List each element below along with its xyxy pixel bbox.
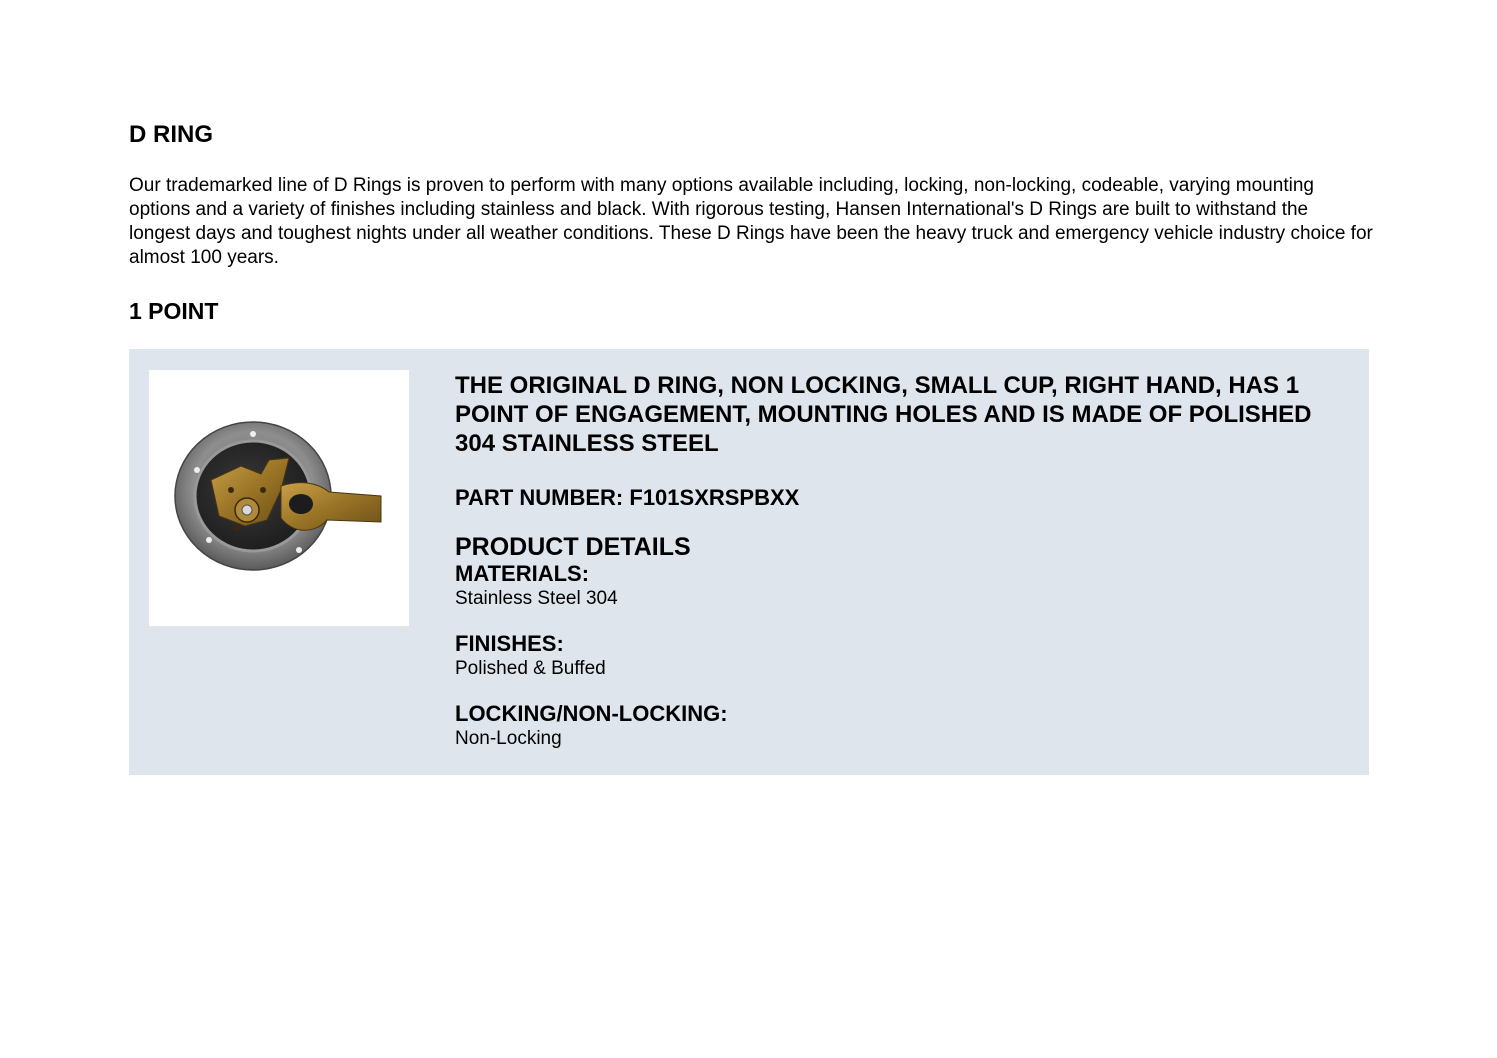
product-title: THE ORIGINAL D RING, NON LOCKING, SMALL CUP, RIGHT HAND, HAS 1 POINT OF ENGAGEMENT, MOUNTING HOLES AND IS MADE OF POLISHED 304 STAINLESS STEEL bbox=[455, 372, 1312, 457]
product-image bbox=[149, 370, 409, 626]
spec-label: LOCKING/NON-LOCKING: bbox=[455, 701, 728, 726]
spec-finishes bbox=[455, 631, 1335, 681]
spec-locking bbox=[455, 701, 1335, 751]
spec-label: FINISHES: bbox=[455, 631, 564, 656]
product-details-heading: PRODUCT DETAILS bbox=[455, 533, 691, 561]
spec-value: Stainless Steel 304 bbox=[455, 588, 618, 609]
section-title: 1 POINT bbox=[129, 298, 219, 324]
spec-label: MATERIALS: bbox=[455, 561, 590, 586]
spec-value: Polished & Buffed bbox=[455, 658, 606, 679]
spec-value: Non-Locking bbox=[455, 728, 562, 749]
intro-paragraph: Our trademarked line of D Rings is proven to perform with many options available including, locking, non-locking, codeable, varying mounting options and a variety of finishes including stainless and black. With rigorous testing, Hansen International's D Rings are built to withstand the longest days and toughest nights under all weather conditions. These D Rings have been the heavy truck and emergency vehicle industry choice for almost 100 years. bbox=[129, 175, 1373, 268]
page-title: D RING bbox=[129, 121, 213, 148]
part-number-value: F101SXRSPBXX bbox=[629, 485, 800, 510]
product-info bbox=[455, 371, 1335, 751]
part-number bbox=[455, 485, 1335, 511]
spec-materials bbox=[455, 561, 1335, 611]
product-card bbox=[129, 349, 1369, 775]
d-ring-product-image bbox=[149, 370, 409, 626]
part-number-label: PART NUMBER: bbox=[455, 485, 624, 510]
